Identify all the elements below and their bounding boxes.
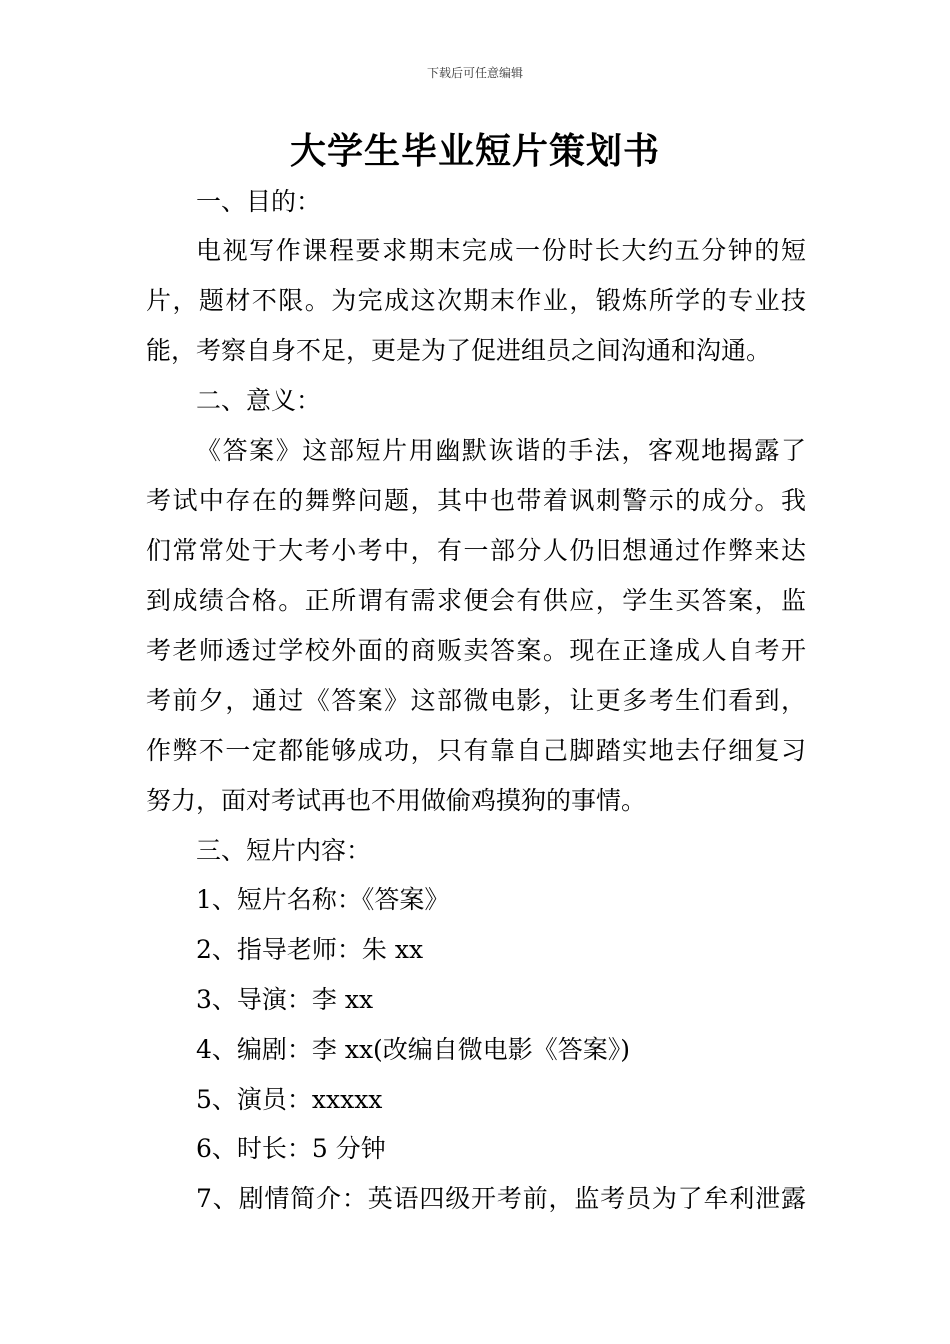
list-item: 5、演员：xxxxx xyxy=(196,1085,383,1114)
paragraph-line: 们常常处于大考小考中，有一部分人仍旧想通过作弊来达 xyxy=(146,536,806,565)
paragraph-line: 努力，面对考试再也不用做偷鸡摸狗的事情。 xyxy=(146,786,647,815)
paragraph-line: 能，考察自身不足，更是为了促进组员之间沟通和沟通。 xyxy=(146,336,772,365)
list-item: 3、导演：李 xx xyxy=(196,985,374,1014)
paragraph-line: 电视写作课程要求期末完成一份时长大约五分钟的短 xyxy=(196,236,806,265)
list-item: 4、编剧：李 xx(改编自微电影《答案》) xyxy=(196,1035,631,1064)
paragraph-line: 考老师透过学校外面的商贩卖答案。现在正逢成人自考开 xyxy=(146,636,806,665)
list-item: 1、短片名称：《答案》 xyxy=(196,885,450,914)
paragraph-line: 考前夕，通过《答案》这部微电影，让更多考生们看到， xyxy=(146,686,806,715)
list-item: 2、指导老师：朱 xx xyxy=(196,935,424,964)
paragraph-line: 到成绩合格。正所谓有需求便会有供应，学生买答案，监 xyxy=(146,586,806,615)
paragraph-line: 《答案》这部短片用幽默诙谐的手法，客观地揭露了 xyxy=(196,436,806,465)
list-item: 6、时长：5 分钟 xyxy=(196,1134,386,1163)
paragraph-line: 考试中存在的舞弊问题，其中也带着讽刺警示的成分。我 xyxy=(146,486,806,515)
list-item: 7、剧情简介：英语四级开考前，监考员为了牟利泄露 xyxy=(196,1184,806,1213)
section-heading-content: 三、短片内容： xyxy=(196,836,372,865)
paragraph-line: 作弊不一定都能够成功，只有靠自己脚踏实地去仔细复习 xyxy=(146,736,806,765)
section-heading-purpose: 一、目的： xyxy=(196,187,322,216)
header-note: 下载后可任意编辑 xyxy=(426,66,523,80)
section-heading-meaning: 二、意义： xyxy=(196,386,322,415)
paragraph-line: 片，题材不限。为完成这次期末作业，锻炼所学的专业技 xyxy=(146,286,806,315)
document-title: 大学生毕业短片策划书 xyxy=(289,131,660,172)
